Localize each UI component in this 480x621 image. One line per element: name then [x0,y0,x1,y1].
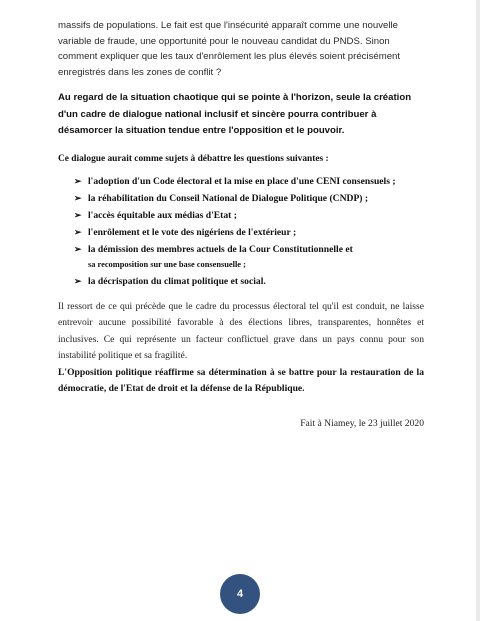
arrow-bullet-icon: ➢ [74,275,82,286]
list-item [74,242,424,272]
list-item-text: l'adoption d'un Code électoral et la mise en place d'une CENI consensuels ; [88,175,396,187]
arrow-bullet-icon: ➢ [74,226,82,237]
analysis-paragraph: Il ressort de ce qui précède que le cadre du processus électoral tel qu'il est conduit, ne laisse entrevoir aucune possibilité favorable à des élections libres, transparentes, honnêtes et inclusives. Ce qui représente un facteur conflictuel grave dans un pays connu pour son instabilité politique et sa fragilité. [58,300,424,362]
subjects-title: Ce dialogue aurait comme sujets à débattre les questions suivantes : [58,153,329,164]
subjects-list [74,174,424,289]
intro-paragraph: massifs de populations. Le fait est que l'insécurité apparaît comme une nouvelle variable de fraude, une opportunité pour le nouveau candidat du PNDS. Sinon comment expliquer que les taux d'enrôlement les plus élevés soient précisément enregistrés dans les zones de conflit ? [58,20,401,78]
page-number-badge [220,574,260,614]
list-item-text: la décrispation du climat politique et social. [88,275,266,287]
arrow-bullet-icon: ➢ [74,243,82,254]
list-item [74,208,424,223]
list-item [74,274,424,289]
signoff-line: Fait à Niamey, le 23 juillet 2020 [300,418,424,430]
page-number: 4 [236,588,244,600]
list-item-continuation: sa recomposition sur une base consensuelle ; [88,259,246,269]
list-item-text: la réhabilitation du Conseil National de Dialogue Politique (CNDP) ; [88,192,369,204]
list-item [74,191,424,206]
list-item-text: l'enrôlement et le vote des nigériens de l'extérieur ; [88,226,297,238]
page-content [58,18,424,429]
list-item [74,174,424,189]
closing-paragraph: L'Opposition politique réaffirme sa détermination à se battre pour la restauration de la démocratie, de l'Etat de droit et la défense de la République. [58,366,424,395]
list-item-text: la démission des membres actuels de la Cour Constitutionnelle et [88,243,353,255]
chaos-paragraph: Au regard de la situation chaotique qui se pointe à l'horizon, seule la création d'un cadre de dialogue national inclusif et sincère pourra contribuer à désamorcer la situation tendue entre l'opposition et le pouvoir. [58,92,412,136]
arrow-bullet-icon: ➢ [74,192,82,203]
list-item-text: l'accès équitable aux médias d'Etat ; [88,209,237,221]
arrow-bullet-icon: ➢ [74,209,82,220]
list-item [74,225,424,240]
arrow-bullet-icon: ➢ [74,175,82,186]
page-edge-shadow [476,0,480,621]
